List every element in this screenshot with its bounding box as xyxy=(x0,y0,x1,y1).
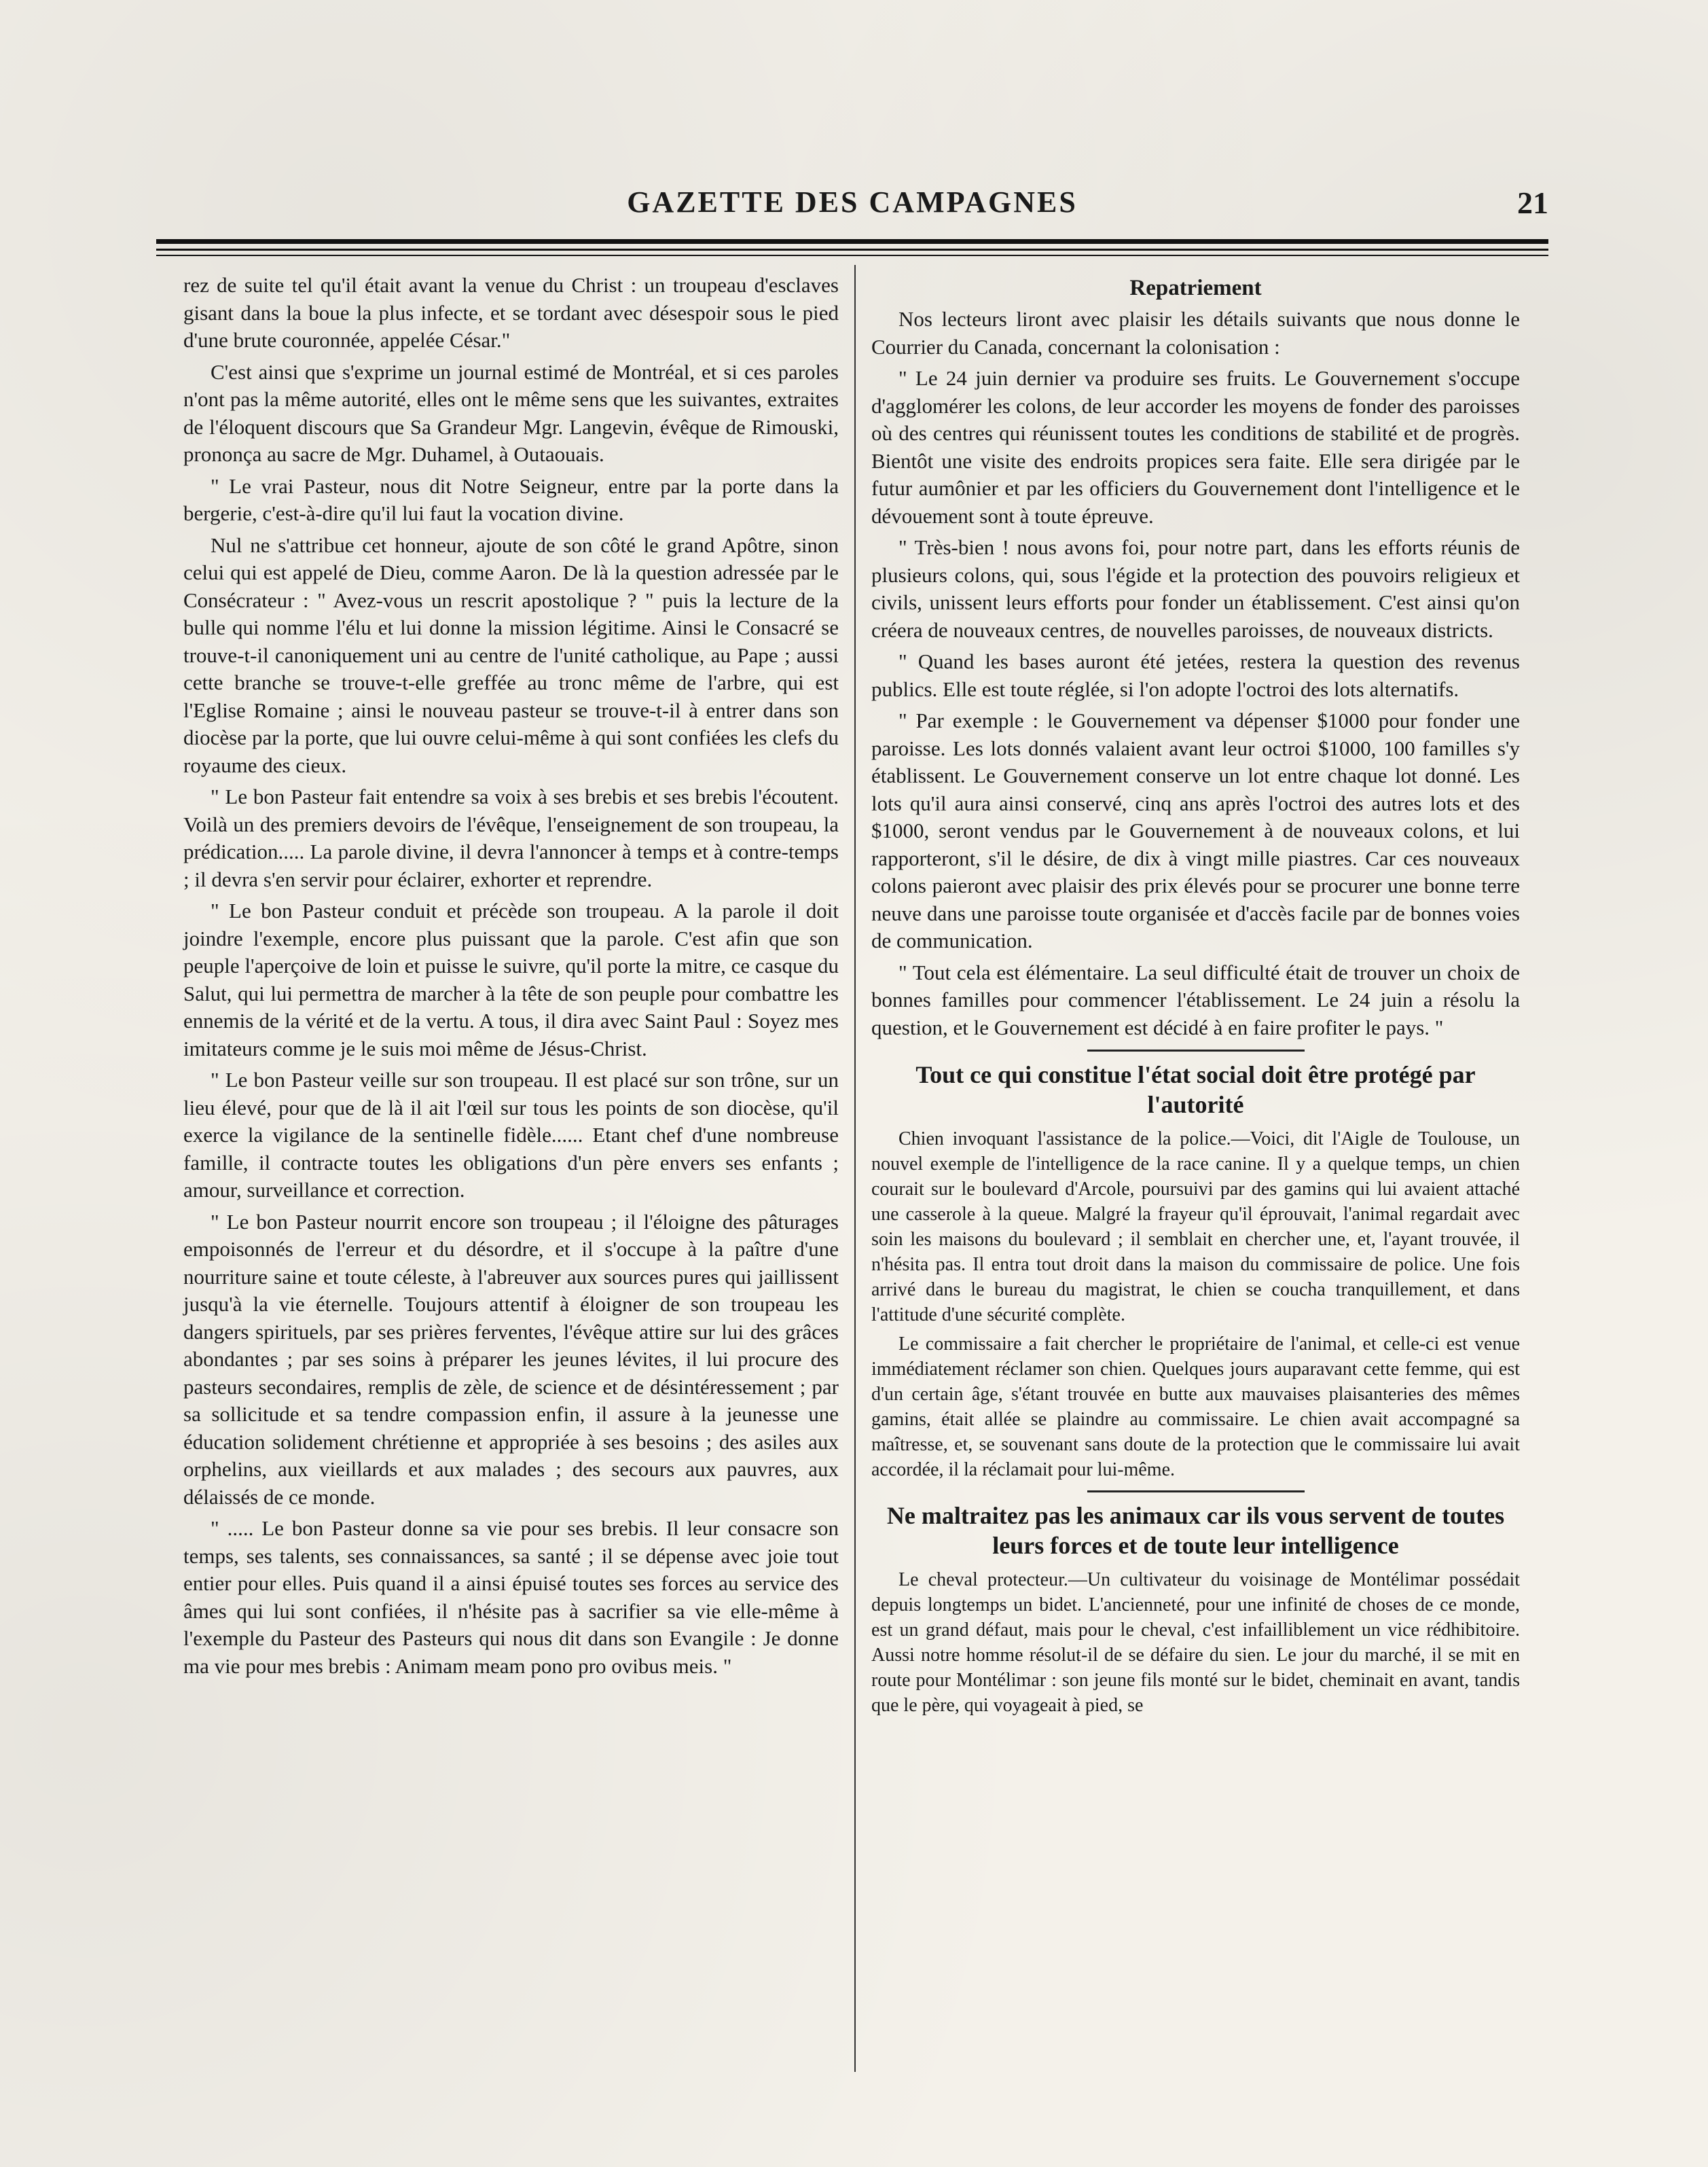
page-header xyxy=(156,185,1548,232)
page-number: 21 xyxy=(1517,185,1548,220)
header-rule-medium xyxy=(156,249,1548,251)
header-rule-thin xyxy=(156,255,1548,256)
left-paragraph-1: rez de suite tel qu'il était avant la venue du Christ : un troupeau d'esclaves gisant dans la boue la plus infecte, et se tordant avec désespoir sous le pied d'une brute couronnée, appelée César." xyxy=(183,273,839,352)
header-rule-thick xyxy=(156,239,1548,244)
left-paragraph-4: Nul ne s'attribue cet honneur, ajoute de son côté le grand Apôtre, sinon celui qui est appelé de Dieu, comme Aaron. De là la question adressée par le Consécrateur : " Avez-vous un rescrit apostolique ? " puis la lecture de la bulle qui nomme l'élu et lui donne la mission légitime. Ainsi le Consacré se trouve-t-il canoniquement uni au centre de l'unité catholique, au Pape ; aussi cette branche se trouve-t-elle greffée au tronc même de l'arbre, qui est l'Eglise Romaine ; ainsi le nouveau pasteur se trouve-t-il à entrer dans son diocèse par la porte, que lui ouvre celui-même à qui sont confiées les clefs du royaume des cieux. xyxy=(183,533,839,777)
left-paragraph-3: " Le vrai Pasteur, nous dit Notre Seigneur, entre par la porte dans la bergerie, c'est-à-dire qu'il lui faut la vocation divine. xyxy=(183,473,839,525)
right-paragraph-3: " Très-bien ! nous avons foi, pour notre part, dans les efforts réunis de plusieurs colons, qui, sous l'égide et la protection des pouvoirs religieux et civils, unissent leurs efforts pour fonder un établissement. C'est ainsi qu'on créera de nouveaux centres, de nouvelles paroisses, de nouveaux districts. xyxy=(871,535,1520,642)
section-separator-1 xyxy=(1087,1050,1305,1052)
right-paragraph-6: " Tout cela est élémentaire. La seul difficulté était de trouver un choix de bonnes familles pour commencer l'établissement. Le 24 juin a résolu la question, et le Gouvernement est décidé à en faire profiter le pays. " xyxy=(871,960,1520,1039)
section-title-animaux: Ne maltraitez pas les animaux car ils vous servent de toutes leurs forces et de toute leur intelligence xyxy=(886,1502,1505,1559)
column-divider xyxy=(854,265,856,2072)
left-paragraph-6: " Le bon Pasteur conduit et précède son troupeau. A la parole il doit joindre l'exemple, encore plus puissant que la parole. C'est afin que son peuple l'aperçoive de loin et puisse le suivre, qu'il porte la mitre, ce casque du Salut, qui lui permettra de marcher à la tête de son peuple pour combattre les ennemis de la vérité et de la vertu. A tous, il dira avec Saint Paul : Soyez mes imitateurs comme je le suis moi même de Jésus-Christ. xyxy=(183,899,839,1060)
left-paragraph-9: " ..... Le bon Pasteur donne sa vie pour ses brebis. Il leur consacre son temps, ses talents, ses connaissances, sa santé ; il se dépense avec joie tout entier pour elles. Puis quand il a ainsi épuisé toutes ses forces au service des âmes qui lui sont confiées, il n'hésite pas à sacrifier sa vie elle-même à l'exemple du Pasteur des Pasteurs qui nous dit dans son Evangile : Je donne ma vie pour mes brebis : Animam meam pono pro ovibus meis. " xyxy=(183,1516,839,1678)
left-paragraph-5: " Le bon Pasteur fait entendre sa voix à ses brebis et ses brebis l'écoutent. Voilà un des premiers devoirs de l'évêque, l'enseignement de son troupeau, la prédication..... La parole divine, il devra l'annoncer à temps et à contre-temps ; il devra s'en servir pour éclairer, exhorter et reprendre. xyxy=(183,785,839,891)
left-paragraph-2: C'est ainsi que s'exprime un journal estimé de Montréal, et si ces paroles n'ont pas la même autorité, elles ont le même sens que les suivantes, extraites de l'éloquent discours que Sa Grandeur Mgr. Langevin, évêque de Rimouski, prononça au sacre de Mgr. Duhamel, à Outaouais. xyxy=(183,359,839,466)
masthead-title: GAZETTE DES CAMPAGNES xyxy=(627,185,1078,219)
left-paragraph-8: " Le bon Pasteur nourrit encore son troupeau ; il l'éloigne des pâturages empoisonnés de l'erreur et du désordre, et il s'occupe à la paître d'une nourriture saine et toute céleste, à l'abreuver aux sources pures qui jaillissent jusqu'à la vie éternelle. Toujours attentif à éloigner de son troupeau les dangers spirituels, par ses prières ferventes, l'évêque attire sur lui des grâces abondantes ; par ses soins à préparer les jeunes lévites, il lui procure des pasteurs secondaires, remplis de zèle, de science et de désintéressement ; par sa sollicitude et sa tendre compassion enfin, il assure à la jeunesse une éducation solidement chrétienne et appropriée à ses besoins ; des asiles aux orphelins, aux vieillards et aux malades ; des secours aux pauvres, aux délaissés de ce monde. xyxy=(183,1209,839,1509)
section-title-etat-social: Tout ce qui constitue l'état social doit être protégé par l'autorité xyxy=(915,1061,1476,1118)
right-paragraph-5: " Par exemple : le Gouvernement va dépenser $1000 pour fonder une paroisse. Les lots donnés valaient avant leur octroi $1000, 100 familles s'y établissent. Le Gouvernement conserve un lot entre chaque lot donné. Les lots qu'il aura ainsi conservé, cinq ans après l'octroi des autres lots et des $1000, seront vendus par le Gouvernement à de nouveaux colons, et lui rapporteront, s'il le désire, de dix à vingt mille piastres. Car ces nouveaux colons paieront avec plaisir des prix élevés pour se procurer une bonne terre neuve dans une paroisse toute organisée et d'accès facile par de bonnes voies de communication. xyxy=(871,709,1520,952)
section-separator-2 xyxy=(1087,1490,1305,1492)
left-column xyxy=(183,272,839,1684)
right-paragraph-chien-1: Chien invoquant l'assistance de la police.—Voici, dit l'Aigle de Toulouse, un nouvel exemple de l'intelligence de la race canine. Il y a quelque temps, un chien courait sur le boulevard d'Arcole, poursuivi par des gamins qui lui avaient attaché une casserole à la queue. Malgré la frayeur qu'il éprouvait, l'animal regardait avec soin les maisons du boulevard ; il semblait en chercher une, et, l'ayant trouvée, il n'hésita pas. Il entra tout droit dans la maison du commissaire de police. Une fois arrivé dans le bureau du magistrat, le chien se coucha tranquillement, et dans l'attitude d'une sécurité complète. xyxy=(871,1128,1520,1325)
right-paragraph-4: " Quand les bases auront été jetées, restera la question des revenus publics. Elle est toute réglée, si l'on adopte l'octroi des lots alternatifs. xyxy=(871,649,1520,701)
right-paragraph-1: Nos lecteurs liront avec plaisir les détails suivants que nous donne le Courrier du Canada, concernant la colonisation : xyxy=(871,307,1520,359)
right-paragraph-2: " Le 24 juin dernier va produire ses fruits. Le Gouvernement s'occupe d'agglomérer les colons, de leur accorder les moyens de fonder des paroisses où des centres qui réunissent toutes les conditions de stabilité et de progrès. Bientôt une visite des endroits propices sera faite. Elle sera dirigée par le futur aumônier et par les officiers du Gouvernement dont l'intelligence et le dévouement sont à toute épreuve. xyxy=(871,366,1520,528)
left-paragraph-7: " Le bon Pasteur veille sur son troupeau. Il est placé sur son trône, sur un lieu élevé, pour que de là il ait l'œil sur tous les points de son diocèse, qu'il exerce la vigilance de la sentinelle fidèle...... Etant chef d'une nombreuse famille, il contracte toutes les obligations d'un père envers ses enfants ; amour, surveillance et correction. xyxy=(183,1068,839,1202)
right-paragraph-chien-2: Le commissaire a fait chercher le propriétaire de l'animal, et celle-ci est venue immédiatement réclamer son chien. Quelques jours auparavant cette femme, qui est d'un certain âge, s'étant trouvée en butte aux mauvaises plaisanteries des mêmes gamins, était allée se plaindre au commissaire. Le chien avait accompagné sa maîtresse, et, se souvenant sans doute de la protection que le commissaire lui avait accordée, il la réclamait pour lui-même. xyxy=(871,1333,1520,1480)
section-title-repatriement: Repatriement xyxy=(1129,276,1262,300)
right-column xyxy=(871,272,1520,1722)
right-paragraph-cheval: Le cheval protecteur.—Un cultivateur du voisinage de Montélimar possédait depuis longtemps un bidet. L'ancienneté, pour une infinité de choses de ce monde, est un grand défaut, mais pour le cheval, c'est infailliblement un vice rédhibitoire. Aussi notre homme résolut-il de se défaire du sien. Le jour du marché, il se mit en route pour Montélimar : son jeune fils monté sur le bidet, cheminait en avant, tandis que le père, qui voyageait à pied, se xyxy=(871,1569,1520,1716)
